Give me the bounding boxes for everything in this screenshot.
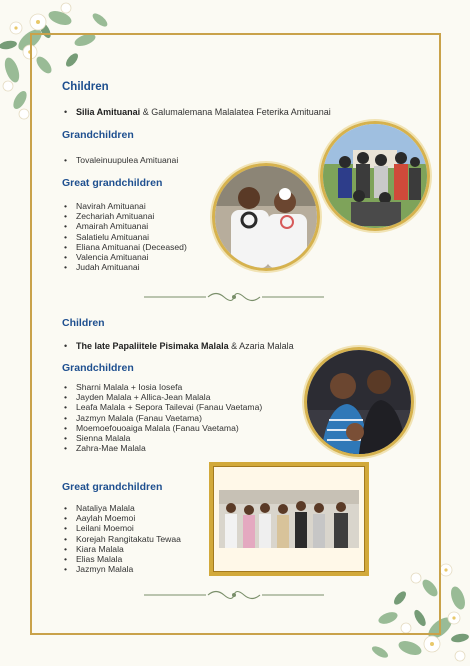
list-item: • Leilani Moemoi [64, 523, 181, 533]
list-item: • Leafa Malala + Sepora Tailevai (Fanau Vaetama) [64, 402, 262, 412]
children-heading: Children [62, 81, 109, 93]
list-item: • Moemoefouoaiga Malala (Fanau Vaetama) [64, 423, 262, 433]
list-item: • Jazmyn Malala (Fanau Vaetama) [64, 413, 262, 423]
family-indoor-photo [209, 462, 369, 576]
child-spouse: & Galumalemana Malalatea Feterika Amituanai [140, 107, 331, 117]
list-item: • Salatielu Amituanai [64, 232, 187, 242]
grandchildren-photo [304, 347, 414, 457]
great-grandchildren-heading: Great grandchildren [62, 177, 163, 189]
ornament-divider-icon [144, 290, 324, 304]
great-grandchildren-list-2 [64, 503, 181, 574]
grandchildren-list-2 [64, 382, 262, 453]
list-item: • Sienna Malala [64, 433, 262, 443]
list-item: • Korejah Rangitakatu Tewaa [64, 534, 181, 544]
grandchildren-heading: Grandchildren [62, 129, 134, 141]
child-name-2: The late Papaliitele Pisimaka Malala [76, 341, 229, 351]
list-item: • Eliana Amituanai (Deceased) [64, 242, 187, 252]
list-item: • Kiara Malala [64, 544, 181, 554]
children-heading-2: Children [62, 317, 105, 329]
list-item: • Jazmyn Malala [64, 564, 181, 574]
children-line [64, 107, 331, 117]
list-item: • Valencia Amituanai [64, 252, 187, 262]
ornament-divider-icon-2 [144, 588, 324, 602]
list-item: • Amairah Amituanai [64, 221, 187, 231]
couple-photo [212, 163, 320, 271]
list-item: • Sharni Malala + Iosia Iosefa [64, 382, 262, 392]
child-name: Silia Amituanai [76, 107, 141, 117]
list-item: • Tovaleinuupulea Amituanai [64, 155, 178, 165]
list-item: • Navirah Amituanai [64, 201, 187, 211]
child-spouse-2: & Azaria Malala [228, 341, 294, 351]
list-item: • Elias Malala [64, 554, 181, 564]
list-item: • Aaylah Moemoi [64, 513, 181, 523]
list-item: • Jayden Malala + Allica-Jean Malala [64, 392, 262, 402]
bullet: • [64, 107, 68, 117]
bullet: • [64, 341, 68, 351]
list-item: • Zechariah Amituanai [64, 211, 187, 221]
list-item: • Nataliya Malala [64, 503, 181, 513]
grandchildren-list [64, 155, 178, 165]
great-grandchildren-heading-2: Great grandchildren [62, 481, 163, 493]
grandchildren-heading-2: Grandchildren [62, 362, 134, 374]
great-grandchildren-list [64, 201, 187, 272]
family-group-photo [320, 121, 430, 231]
children-line-2 [64, 341, 294, 351]
list-item: • Judah Amituanai [64, 262, 187, 272]
list-item: • Zahra-Mae Malala [64, 443, 262, 453]
